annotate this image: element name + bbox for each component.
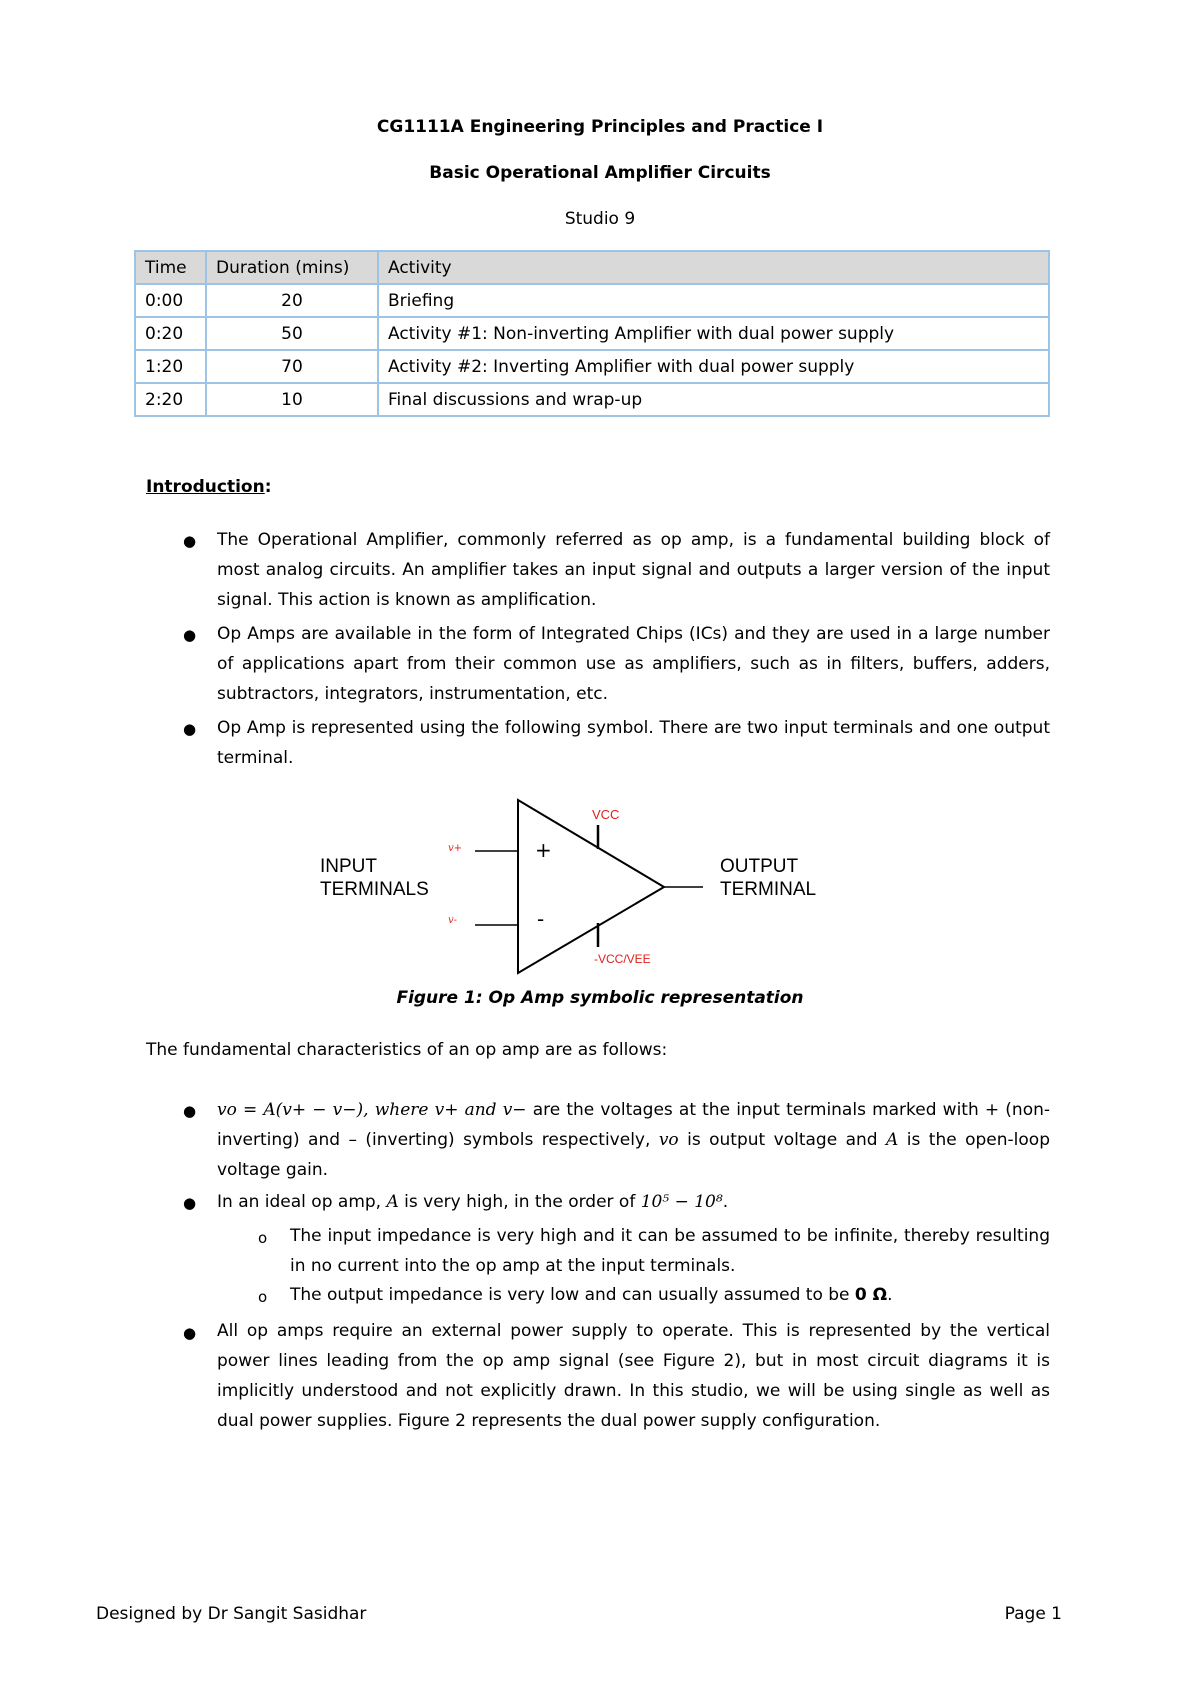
cell-time: 0:20: [135, 317, 206, 350]
footer-author: Designed by Dr Sangit Sasidhar: [96, 1604, 367, 1624]
cell-activity: Final discussions and wrap-up: [378, 383, 1049, 416]
introduction-heading-text: Introduction: [146, 477, 265, 497]
table-row: [135, 284, 1049, 317]
char-bullet-2-text-a: In an ideal op amp,: [217, 1192, 387, 1212]
cell-activity: Briefing: [378, 284, 1049, 317]
bullet-dot-icon: ●: [183, 626, 197, 644]
cell-duration: 70: [206, 350, 378, 383]
table-row: [135, 317, 1049, 350]
bullet-dot-icon: ●: [183, 1102, 197, 1120]
minus-sign: -: [537, 907, 545, 931]
output-label-line2: TERMINAL: [720, 879, 817, 900]
introduction-heading: [146, 477, 272, 497]
bullet-dot-icon: ●: [183, 1324, 197, 1342]
hollow-o-icon: o: [258, 1229, 268, 1247]
vcc-label: VCC: [592, 807, 620, 822]
vminus-label: v-: [448, 915, 458, 926]
footer-page-number: Page 1: [1004, 1604, 1062, 1624]
vo-equation: vo = A(v+ − v−), where v+ and v−: [217, 1100, 527, 1120]
char-bullet-1-text-b: is output voltage and: [678, 1130, 887, 1150]
char-bullet-2-text-c: .: [722, 1192, 729, 1212]
cell-activity: Activity #2: Inverting Amplifier with dual power supply: [378, 350, 1049, 383]
document-subtitle: Basic Operational Amplifier Circuits: [429, 163, 771, 183]
table-header-row: [135, 251, 1049, 284]
cell-duration: 50: [206, 317, 378, 350]
cell-time: 2:20: [135, 383, 206, 416]
cell-duration: 10: [206, 383, 378, 416]
sub-bullet-1: The input impedance is very high and it can be assumed to be infinite, thereby resulting in no current into the op amp at the input terminals.: [290, 1226, 1050, 1276]
char-bullet-1-text-a: are the voltages at the input terminals marked with + (non-inverting) and – (inverting) symbols respectively,: [217, 1100, 1051, 1150]
output-impedance-value: 0 Ω: [854, 1285, 888, 1305]
cell-duration: 20: [206, 284, 378, 317]
schedule-table: [134, 250, 1050, 417]
bullet-dot-icon: ●: [183, 1194, 197, 1212]
vplus-label: v+: [448, 843, 463, 854]
plus-sign: +: [535, 838, 552, 862]
char-bullet-1-text-c: is the open-loop voltage gain.: [217, 1130, 1050, 1180]
col-header-activity: Activity: [378, 251, 1049, 284]
intro-bullet-3: Op Amp is represented using the following symbol. There are two input terminals and one output terminal.: [217, 718, 1050, 768]
characteristics-intro: The fundamental characteristics of an op amp are as follows:: [146, 1040, 668, 1060]
input-label-line1: INPUT: [320, 856, 377, 877]
document-title: CG1111A Engineering Principles and Practice I: [376, 117, 824, 137]
figure-1-caption: Figure 1: Op Amp symbolic representation: [396, 988, 804, 1008]
input-label-line2: TERMINALS: [320, 879, 429, 900]
intro-bullet-2: Op Amps are available in the form of Integrated Chips (ICs) and they are used in a large number of applications apart from their common use as amplifiers, such as in filters, buffers, adders, subtractors, integrators, instrumentation, etc.: [217, 624, 1050, 704]
gain-order-range: 10⁵ − 10⁸: [640, 1192, 723, 1212]
char-bullet-1: [217, 1095, 1050, 1185]
table-row: [135, 350, 1049, 383]
col-header-duration: Duration (mins): [206, 251, 378, 284]
sub-bullet-2: [290, 1280, 1050, 1310]
col-header-time: Time: [135, 251, 206, 284]
table-row: [135, 383, 1049, 416]
op-amp-triangle: [518, 800, 664, 973]
heading-colon: :: [264, 477, 272, 497]
bullet-dot-icon: ●: [183, 532, 197, 550]
vee-label: -VCC/VEE: [594, 952, 651, 966]
bullet-dot-icon: ●: [183, 720, 197, 738]
char-bullet-2-text-b: is very high, in the order of: [398, 1192, 641, 1212]
sub-bullet-2-text: The output impedance is very low and can usually assumed to be: [290, 1285, 855, 1305]
sub-bullet-2-end: .: [887, 1285, 893, 1305]
gain-symbol: A: [386, 1192, 399, 1212]
studio-label: Studio 9: [564, 209, 636, 229]
gain-symbol: A: [886, 1130, 899, 1150]
cell-activity: Activity #1: Non-inverting Amplifier with dual power supply: [378, 317, 1049, 350]
op-amp-symbol-figure: [300, 795, 860, 995]
output-label-line1: OUTPUT: [720, 856, 799, 877]
cell-time: 0:00: [135, 284, 206, 317]
vo-symbol: vo: [658, 1130, 679, 1150]
char-bullet-3: All op amps require an external power supply to operate. This is represented by the vertical power lines leading from the op amp signal (see Figure 2), but in most circuit diagrams it is implicitly understood and not explicitly drawn. In this studio, we will be using single as well as dual power supplies. Figure 2 represents the dual power supply configuration.: [217, 1321, 1050, 1431]
hollow-o-icon: o: [258, 1288, 268, 1306]
intro-bullet-1: The Operational Amplifier, commonly referred as op amp, is a fundamental building block of most analog circuits. An amplifier takes an input signal and outputs a larger version of the input signal. This action is known as amplification.: [217, 530, 1050, 610]
char-bullet-2: [217, 1187, 1050, 1217]
cell-time: 1:20: [135, 350, 206, 383]
